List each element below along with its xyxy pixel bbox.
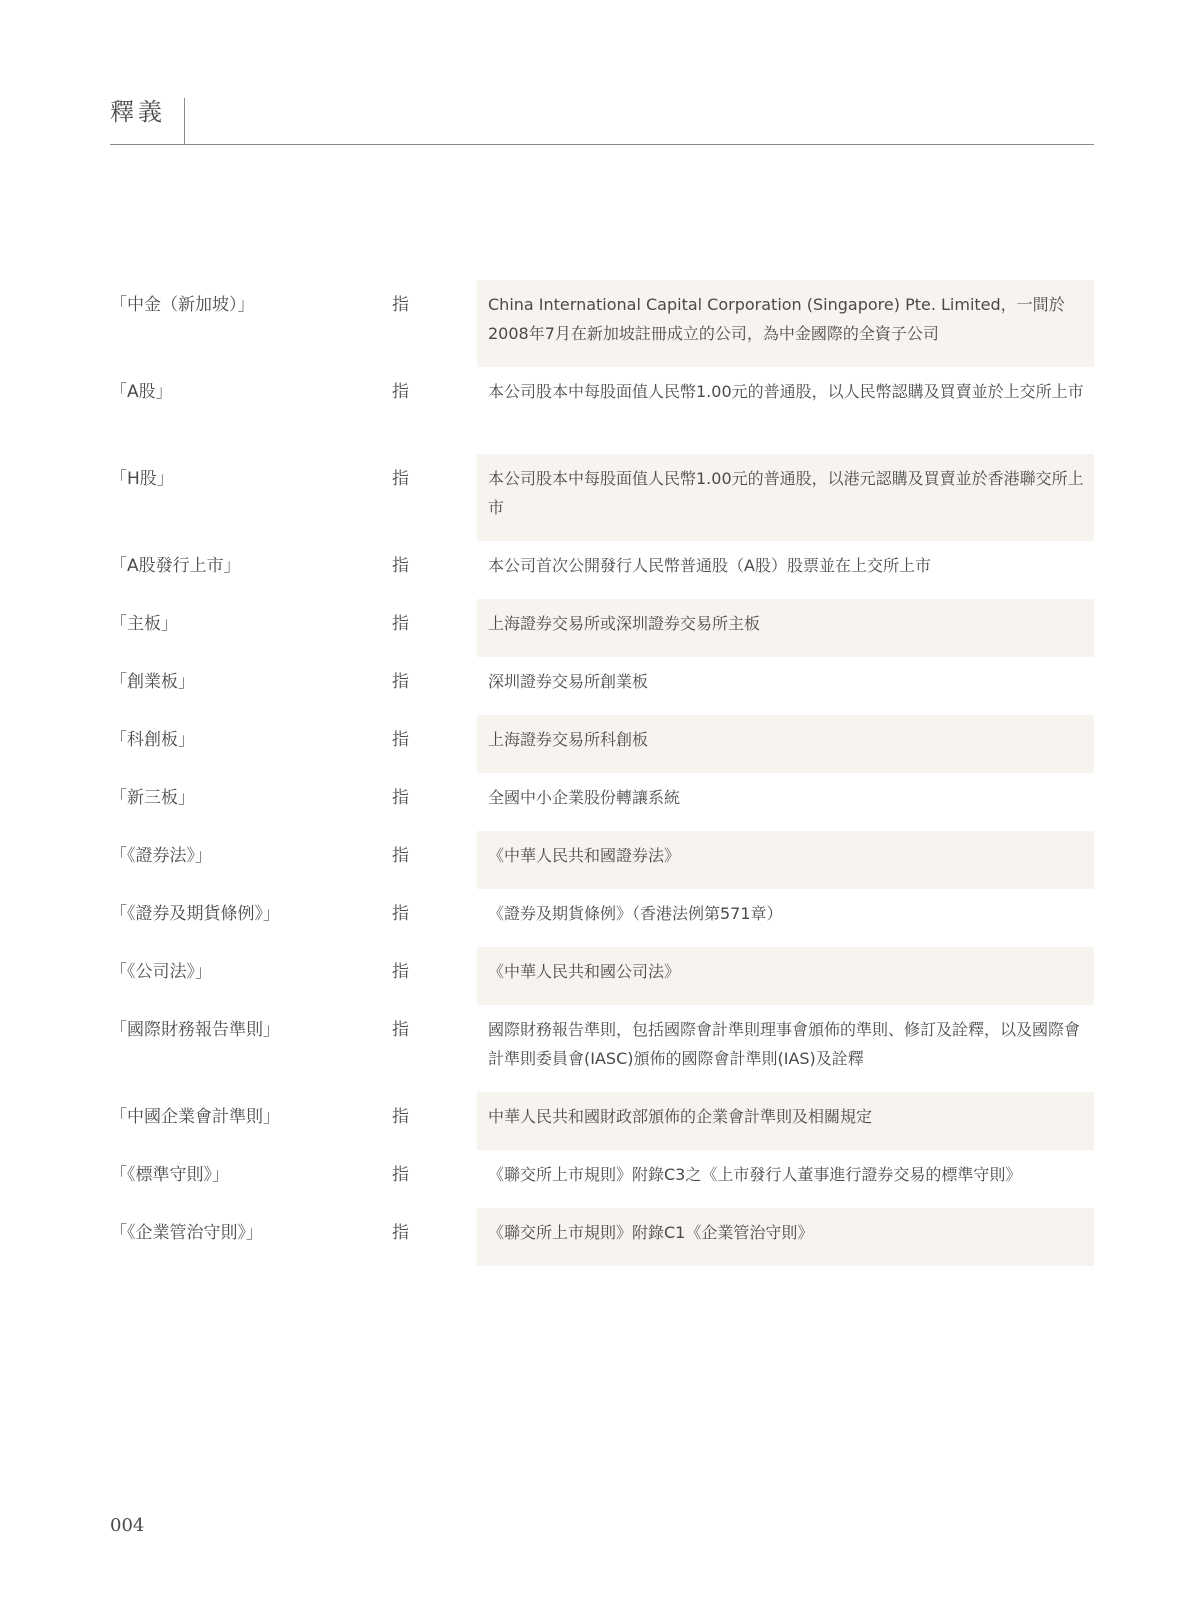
means-label: 指 <box>392 1165 409 1185</box>
definition-row <box>110 599 1094 657</box>
definition-text: 上海證券交易所或深圳證券交易所主板 <box>477 599 1094 657</box>
definition-text: 深圳證券交易所創業板 <box>488 672 649 691</box>
header-divider <box>184 98 185 144</box>
definition-row <box>110 367 1094 454</box>
definition-term: 「A股發行上市」 <box>110 556 241 576</box>
definition-text: 中華人民共和國財政部頒佈的企業會計準則及相關規定 <box>477 1092 1094 1150</box>
means-label: 指 <box>392 1107 409 1127</box>
means-label: 指 <box>392 962 409 982</box>
means-label: 指 <box>392 295 409 315</box>
definition-row <box>110 889 1094 947</box>
definition-term: 「《企業管治守則》」 <box>110 1223 263 1243</box>
means-label: 指 <box>392 1020 409 1040</box>
definition-text: 本公司股本中每股面值人民幣1.00元的普通股，以港元認購及買賣並於香港聯交所上市 <box>477 454 1094 541</box>
definition-term: 「《證券法》」 <box>110 846 212 866</box>
means-label: 指 <box>392 1223 409 1243</box>
means-label: 指 <box>392 614 409 634</box>
means-label: 指 <box>392 469 409 489</box>
page-title: 釋義 <box>110 98 166 126</box>
definition-text: 《聯交所上市規則》附錄C3之《上市發行人董事進行證券交易的標準守則》 <box>488 1165 1022 1184</box>
definition-row <box>110 541 1094 599</box>
definition-row <box>110 657 1094 715</box>
definition-term: 「A股」 <box>110 382 173 402</box>
definition-row <box>110 947 1094 1005</box>
definition-text: 國際財務報告準則，包括國際會計準則理事會頒佈的準則、修訂及詮釋，以及國際會計準則委員會(IASC)頒佈的國際會計準則(IAS)及詮釋 <box>488 1020 1081 1068</box>
definition-term: 「《標準守則》」 <box>110 1165 229 1185</box>
definition-row <box>110 454 1094 541</box>
definition-term: 「創業板」 <box>110 672 195 692</box>
definitions-list <box>110 280 1094 1266</box>
definition-term: 「國際財務報告準則」 <box>110 1020 280 1040</box>
definition-term: 「《證券及期貨條例》」 <box>110 904 280 924</box>
definition-text: 《聯交所上市規則》附錄C1《企業管治守則》 <box>477 1208 1094 1266</box>
definition-term: 「H股」 <box>110 469 174 489</box>
means-label: 指 <box>392 846 409 866</box>
definition-text: 上海證券交易所科創板 <box>477 715 1094 773</box>
definition-text: 《證券及期貨條例》（香港法例第571章） <box>488 904 783 923</box>
definition-text: 《中華人民共和國證券法》 <box>477 831 1094 889</box>
means-label: 指 <box>392 672 409 692</box>
definition-row <box>110 280 1094 367</box>
definition-text: 本公司首次公開發行人民幣普通股（A股）股票並在上交所上市 <box>488 556 931 575</box>
header-rule <box>110 144 1094 145</box>
definition-row <box>110 1092 1094 1150</box>
definition-term: 「科創板」 <box>110 730 195 750</box>
means-label: 指 <box>392 730 409 750</box>
definition-row <box>110 1005 1094 1092</box>
definition-row <box>110 715 1094 773</box>
definition-term: 「主板」 <box>110 614 178 634</box>
definition-text: China International Capital Corporation (Singapore) Pte. Limited，一間於2008年7月在新加坡註冊成立的公司，為中金國際的全資子公司 <box>477 280 1094 367</box>
page-number: 004 <box>110 1515 145 1536</box>
definition-text: 《中華人民共和國公司法》 <box>477 947 1094 1005</box>
definition-text: 本公司股本中每股面值人民幣1.00元的普通股，以人民幣認購及買賣並於上交所上市 <box>488 382 1084 401</box>
means-label: 指 <box>392 904 409 924</box>
means-label: 指 <box>392 556 409 576</box>
definition-row <box>110 1150 1094 1208</box>
definition-term: 「新三板」 <box>110 788 195 808</box>
definition-term: 「中金（新加坡）」 <box>110 295 255 315</box>
definition-text: 全國中小企業股份轉讓系統 <box>488 788 681 807</box>
definition-row <box>110 1208 1094 1266</box>
means-label: 指 <box>392 382 409 402</box>
definition-row <box>110 773 1094 831</box>
definition-term: 「《公司法》」 <box>110 962 212 982</box>
definition-row <box>110 831 1094 889</box>
means-label: 指 <box>392 788 409 808</box>
definition-term: 「中國企業會計準則」 <box>110 1107 280 1127</box>
